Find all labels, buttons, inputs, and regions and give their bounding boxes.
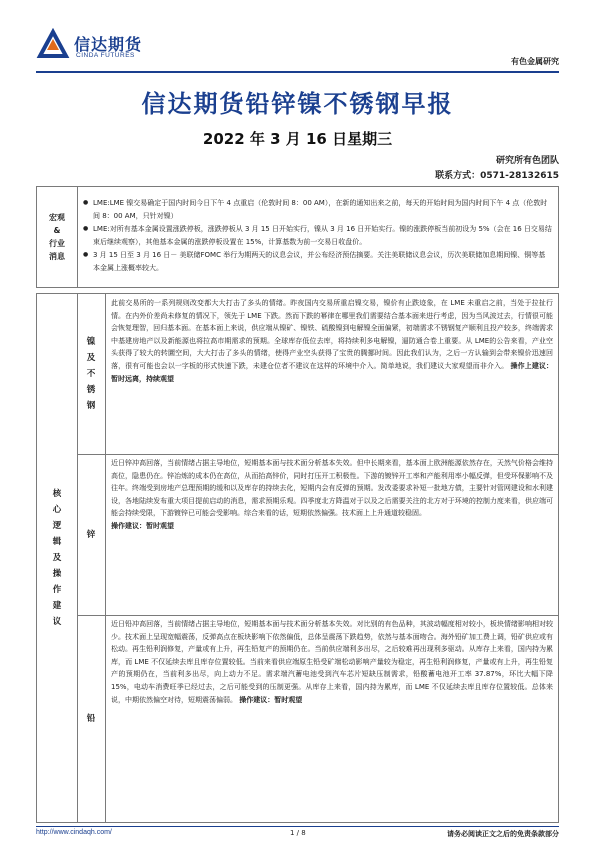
lead-label: 铅 bbox=[77, 615, 106, 822]
zinc-analysis-text: 近日锌冲高回落，当前情绪占据主导地位，短期基本面与技术面分析基本失效。但中长期来看，基本面上欧洲能源依然存在，天然气价格会维持高位，隐患仍在。锌冶炼的成本仍在高位，从而抬高锌价，同时打压开工积极性。下游的镀锌开工率和产能利用率小幅反弹，但受环保影响不及往年。终端受到房地产总理预期的缓和以及库存的持续去化，短期内会有反弹的预期。发改委要求补短一批地方债，主要针对管网建设和水利建设，各地陆续发布重大项目提前启动的消息，需求预期乐观。四季度北方降温对于以及之后需要关注的北方对于环境的控制力度来看，供应端可能会持续受限，下游镀锌已可能会受影响。综合来看的话，短期依然偏强。技术面上上升通道较稳固。 操作建议：暂时观望 bbox=[111, 459, 553, 530]
nickel-stainless-label: 镍 及 不 锈 钢 bbox=[77, 294, 106, 454]
logo-name: 信达期货 bbox=[74, 35, 143, 54]
nickel-stainless-row bbox=[77, 294, 558, 455]
disclaimer-note: 请务必阅读正文之后的免责条款部分 bbox=[447, 830, 559, 838]
logo-subtitle: CINDA FUTURES bbox=[76, 52, 135, 59]
report-date: 2022 年 3 月 16 日星期三 bbox=[202, 130, 393, 148]
lead-analysis-text: 近日铅冲高回落，当前情绪占据主导地位，短期基本面与技术面分析基本失效。对比别的有色品种，其波动幅度相对较小，板块情绪影响相对较少。技术面上呈现宽幅震荡，反弹高点在板块影响下依然偏低，总体呈震荡下跌趋势，依然与基本面吻合。海外铅矿加工费上调，铅矿供应或有松动。再生铅利润修复，产量或有上升，再生铅复产的预期仍在。当前供应端利多出尽，之后较难再出现利多驱动。从库存上来看，国内持为累库，而 LME 不仅延续去库且库存位置较低。当前来看供应端原生铅受矿端松动影响产量较为稳定，再生铅利润修复，产量或有上升，再生铅复产的预期仍在，当前利多出尽，向上动力不足。需求端汽蓄电池受到汽车芯片短缺压制需求，铅酸蓄电池开工率 37.87%，环比大幅下降 15%，电动车消费旺季已经过去，之后可能受到的压制更强。从库存上来看，国内持为累库，而 LME 不仅延续去库且库存位置较低。总体来说，中期依然偏空对待，短期震荡偏弱。 操作建议：暂时观望 bbox=[111, 620, 553, 704]
zinc-label: 锌 bbox=[77, 454, 106, 615]
operation-advice: 暂时观望 bbox=[274, 695, 303, 704]
contact-info: 联系方式：0571-28132615 bbox=[435, 171, 559, 181]
report-category: 有色金属研究 bbox=[511, 57, 559, 66]
list-item: ● 3 月 15 日至 3 月 16 日－ 美联储FOMC 举行为期两天的议息会议，并公布经济预估摘要。关注美联储议息会议，历次美联储加息期间镍、铜等基本金属上涨概率较大。 bbox=[83, 249, 552, 274]
list-item: ● LME:LME 镍交易确定于国内时间今日下午 4 点重启（伦敦时间 8：00 AM），在新的通知出来之前，每天的开始时间为国内时间下午 4 点（伦敦时间 8：00 AM，只针对镍） bbox=[83, 197, 552, 222]
core-logic-section bbox=[36, 293, 559, 823]
operation-advice: 暂时远离，持续观望 bbox=[111, 374, 174, 383]
footer-divider bbox=[36, 826, 559, 827]
lead-row bbox=[77, 615, 558, 822]
list-item: ● LME:对所有基本金属设置涨跌停板，涨跌停板从 3 月 15 日开始实行，镍从 3 月 16 日开始实行。镍的涨跌停板当前初设为 5%（会在 16 日交易结束后继续观察），其他基本金属的涨跌停板设置在 15%，计算基数为前一交易日收盘价。 bbox=[83, 223, 552, 248]
operation-label: 操作建议： bbox=[111, 521, 146, 530]
operation-label: 操作上建议： bbox=[510, 361, 554, 370]
header-divider bbox=[36, 71, 559, 73]
macro-news-list bbox=[83, 197, 552, 275]
report-title: 信达期货铅锌镍不锈钢早报 bbox=[141, 90, 454, 118]
company-logo bbox=[36, 28, 143, 68]
page-number: 1 / 8 bbox=[290, 829, 306, 837]
research-team: 研究所有色团队 bbox=[495, 156, 559, 166]
logo-mark-icon bbox=[36, 28, 70, 62]
operation-label: 操作建议： bbox=[239, 695, 275, 704]
website-link[interactable]: http://www.cindaqh.com/ bbox=[36, 829, 112, 836]
core-label: 核 心 逻 辑 及 操 作 建 议 bbox=[37, 294, 78, 822]
zinc-row bbox=[77, 454, 558, 616]
macro-news-section bbox=[36, 186, 559, 288]
macro-label: 宏观 & 行业 消息 bbox=[37, 187, 78, 287]
operation-advice: 暂时观望 bbox=[146, 521, 174, 530]
nickel-analysis-text: 此前交易所的一系列规则改变都大大打击了多头的情绪。昨夜国内交易所重启镍交易，镍价有止跌迹象，在 LME 未重启之前，当处于拉扯行情。在内外价差尚未修复的情况下，领先于 LME 下跌。然而下跌的幂律在哪里我们需要结合基本面来进行考虑，因为当风波过去，行情很可能会恢复理智，回归基本面。在基本面上来说，供应端从镍矿、镍铁、硫酸镍到电解镍全面偏紧，初端需求不锈钢复产顺利且投产较多，终端需求中基建房地产以及新能源也将拉高市期需求的预期。全球库存低位去库，将持续利多电解镍，逼防通合卷上重要。从 LME的公告来看，产业空头获得了较大的转圜空间，大大打击了多头的情绪，使得产业空头获得了宝贵的腾挪时间。因此我们认为，之后一方认输到会带来镍价迅速回落，很有可能也会以一字板的形式快速下跌，未建仓位者不建议在这样的环境中介入。简单地说，我们建议大家观望而非介入。 操作上建议：暂时远离，持续观望 bbox=[111, 299, 554, 383]
